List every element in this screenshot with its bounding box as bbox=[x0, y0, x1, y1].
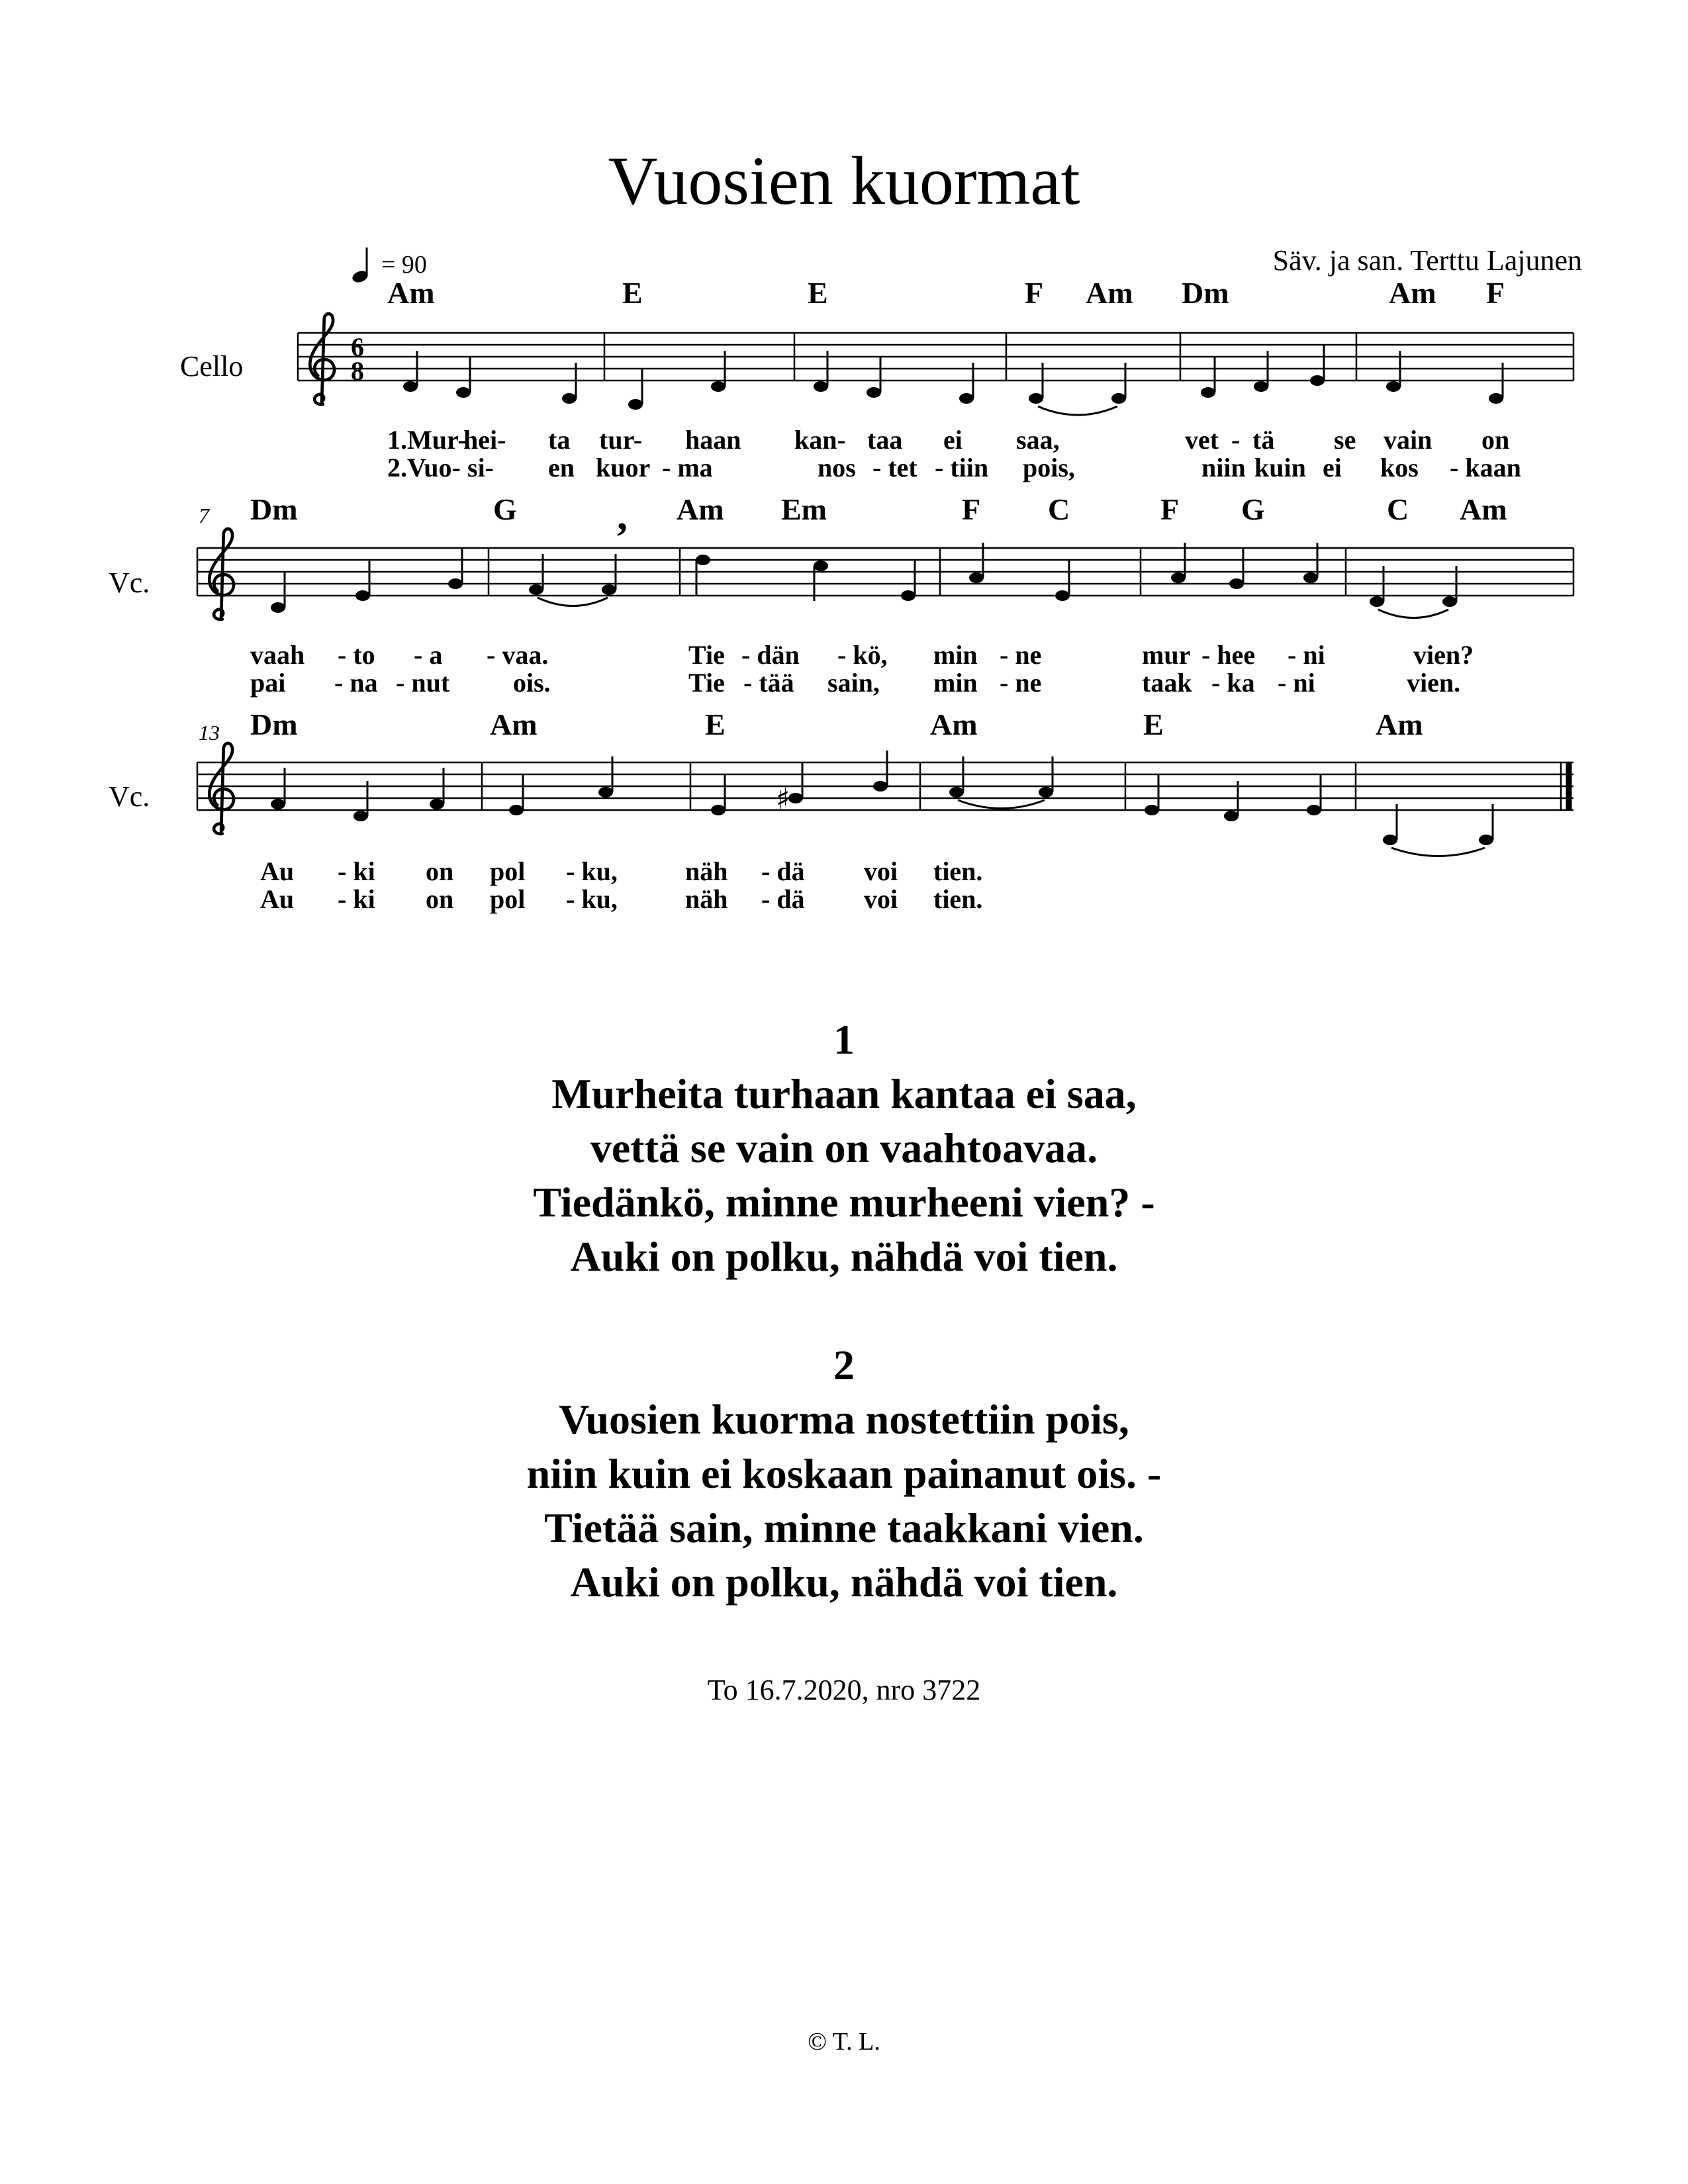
lyric-syllable: ei bbox=[943, 425, 962, 455]
lyric-syllable: vet bbox=[1185, 425, 1219, 455]
breath-mark: , bbox=[617, 492, 628, 539]
lyrics-system-2 bbox=[250, 640, 1474, 698]
lyric-syllable: - ne bbox=[1000, 640, 1042, 670]
stanza-1 bbox=[0, 1013, 1688, 1284]
lyric-syllable: 1.Mur- bbox=[387, 425, 467, 455]
lyric-syllable: vien. bbox=[1407, 668, 1461, 698]
lyric-syllable: - ni bbox=[1288, 640, 1325, 670]
lyric-syllable: - tiin bbox=[935, 453, 989, 482]
lyric-syllable: pois, bbox=[1023, 453, 1075, 482]
chord-symbol: Am bbox=[490, 707, 538, 741]
lyric-syllable: - tää bbox=[743, 668, 794, 698]
lyric-syllable: - ne bbox=[1000, 668, 1042, 698]
composer-credit: Säv. ja san. Terttu Lajunen bbox=[1272, 244, 1582, 277]
lyric-syllable: min bbox=[933, 640, 978, 670]
lyric-syllable: - dä bbox=[761, 884, 805, 914]
lyric-syllable: en bbox=[548, 453, 575, 482]
stanza-line: Auki on polku, nähdä voi tien. bbox=[570, 1559, 1118, 1606]
lyric-syllable: nos bbox=[818, 453, 856, 482]
time-sig-top: 6 bbox=[351, 332, 364, 362]
lyric-syllable: taa bbox=[867, 425, 903, 455]
chord-symbol: Am bbox=[1389, 276, 1436, 310]
lyric-syllable: kuor bbox=[596, 453, 651, 482]
chord-symbols-system-3 bbox=[250, 707, 1423, 741]
stanza-number: 2 bbox=[833, 1342, 855, 1388]
chord-symbol: C bbox=[1387, 492, 1409, 526]
chord-symbol: E bbox=[808, 276, 828, 310]
lyric-syllable: Au bbox=[260, 884, 295, 914]
sharp-icon: ♯ bbox=[776, 782, 790, 816]
lyric-syllable: - to bbox=[338, 640, 375, 670]
chord-symbol: G bbox=[1241, 492, 1265, 526]
staff-system-1 bbox=[298, 314, 1573, 415]
chord-symbol: Dm bbox=[250, 492, 298, 526]
lyric-syllable: - ki bbox=[338, 856, 375, 886]
stanza-number: 1 bbox=[833, 1016, 855, 1063]
lyric-syllable: pai bbox=[250, 668, 286, 698]
lyric-syllable: pol bbox=[490, 884, 526, 914]
lyric-syllable: Tie bbox=[688, 668, 725, 698]
lyric-syllable: - na bbox=[334, 668, 378, 698]
lyric-syllable: - ku, bbox=[566, 884, 618, 914]
lyric-syllable: - nut bbox=[396, 668, 450, 698]
lyrics-stanzas bbox=[0, 1013, 1688, 1664]
chord-symbol: Am bbox=[677, 492, 724, 526]
lyric-syllable: - ka bbox=[1211, 668, 1255, 698]
lyric-syllable: - a bbox=[414, 640, 443, 670]
chord-symbol: Am bbox=[1460, 492, 1507, 526]
lyric-syllable: mur bbox=[1142, 640, 1191, 670]
notes-system-1 bbox=[403, 344, 1503, 410]
lyric-syllable: voi bbox=[864, 856, 898, 886]
lyric-syllable: pol bbox=[490, 856, 526, 886]
instrument-abbrev-system-3: Vc. bbox=[109, 780, 150, 813]
measure-number: 13 bbox=[199, 721, 220, 745]
chord-symbol: Am bbox=[930, 707, 978, 741]
chord-symbol: F bbox=[1486, 276, 1505, 310]
chord-symbols-system-1 bbox=[387, 276, 1505, 310]
treble-clef-icon bbox=[209, 743, 234, 834]
chord-symbol: Am bbox=[1086, 276, 1133, 310]
lyric-syllable: ta bbox=[548, 425, 571, 455]
lyric-syllable: tur- bbox=[599, 425, 643, 455]
copyright-notice: © T. L. bbox=[808, 2028, 880, 2056]
lyric-syllable: - dän bbox=[741, 640, 800, 670]
measure-number: 7 bbox=[199, 504, 209, 527]
lyric-syllable: vien? bbox=[1413, 640, 1474, 670]
lyric-syllable: ois. bbox=[513, 668, 551, 698]
lyric-syllable: sain, bbox=[827, 668, 880, 698]
lyric-syllable: se bbox=[1334, 425, 1356, 455]
lyric-syllable: taak bbox=[1142, 668, 1192, 698]
lyric-syllable: näh bbox=[685, 856, 728, 886]
lyric-syllable: ei bbox=[1323, 453, 1342, 482]
treble-clef-icon bbox=[209, 529, 234, 619]
instrument-name: Cello bbox=[180, 350, 244, 383]
lyric-syllable: tien. bbox=[933, 884, 983, 914]
lyric-syllable: - bbox=[1231, 425, 1241, 455]
stanza-line: Tietää sain, minne taakkani vien. bbox=[544, 1504, 1144, 1551]
lyric-syllable: Au bbox=[260, 856, 295, 886]
chord-symbol: Dm bbox=[1182, 276, 1229, 310]
lyric-syllable: - ku, bbox=[566, 856, 618, 886]
sheet-music bbox=[0, 0, 1688, 960]
staff-system-3 bbox=[197, 743, 1573, 856]
stanza-line: Vuosien kuorma nostettiin pois, bbox=[559, 1396, 1129, 1443]
lyric-syllable: on bbox=[426, 856, 454, 886]
stanza-line: Tiedänkö, minne murheeni vien? - bbox=[533, 1179, 1155, 1226]
chord-symbol: G bbox=[493, 492, 517, 526]
lyric-syllable: kan- bbox=[794, 425, 846, 455]
stanza-line: Murheita turhaan kantaa ei saa, bbox=[551, 1070, 1137, 1117]
lyric-syllable: niin bbox=[1201, 453, 1246, 482]
chord-symbol: C bbox=[1048, 492, 1070, 526]
tempo-value: = 90 bbox=[381, 251, 427, 279]
lyric-syllable: saa, bbox=[1016, 425, 1060, 455]
chord-symbol: E bbox=[622, 276, 643, 310]
chord-symbol: F bbox=[962, 492, 981, 526]
chord-symbol: E bbox=[1143, 707, 1164, 741]
lyric-syllable: vaah bbox=[250, 640, 305, 670]
lyric-syllable: tä bbox=[1252, 425, 1275, 455]
staff-system-2 bbox=[197, 529, 1573, 619]
lyric-syllable: Tie bbox=[688, 640, 725, 670]
treble-clef-icon bbox=[310, 314, 334, 404]
lyric-syllable: si- bbox=[467, 453, 494, 482]
lyric-syllable: - kö, bbox=[837, 640, 888, 670]
chord-symbols-system-2 bbox=[250, 492, 1507, 526]
lyric-syllable: vain bbox=[1383, 425, 1432, 455]
lyric-syllable: haan bbox=[685, 425, 741, 455]
stanza-line: vettä se vain on vaahtoavaa. bbox=[590, 1124, 1098, 1171]
time-sig-bottom: 8 bbox=[351, 356, 364, 386]
lyrics-system-3 bbox=[260, 856, 982, 914]
lyric-syllable: - vaa. bbox=[487, 640, 549, 670]
chord-symbol: F bbox=[1025, 276, 1044, 310]
lyric-syllable: voi bbox=[864, 884, 898, 914]
lyric-syllable: hei- bbox=[463, 425, 506, 455]
lyric-syllable: - ni bbox=[1278, 668, 1315, 698]
stanza-line: Auki on polku, nähdä voi tien. bbox=[570, 1233, 1118, 1280]
lyric-syllable: kos bbox=[1380, 453, 1419, 482]
chord-symbol: F bbox=[1160, 492, 1180, 526]
lyric-syllable: - dä bbox=[761, 856, 805, 886]
lyric-syllable: kuin bbox=[1254, 453, 1306, 482]
lyric-syllable: on bbox=[1481, 425, 1510, 455]
lyric-syllable: - kaan bbox=[1450, 453, 1521, 482]
lyric-syllable: - ki bbox=[338, 884, 375, 914]
lyric-syllable: on bbox=[426, 884, 454, 914]
stanza-line: niin kuin ei koskaan painanut ois. - bbox=[526, 1450, 1162, 1497]
lyric-syllable: - ma bbox=[662, 453, 713, 482]
lyric-syllable: - tet bbox=[872, 453, 917, 482]
notes-system-2 bbox=[271, 543, 1457, 613]
lyric-syllable: min bbox=[933, 668, 978, 698]
lyric-syllable: - hee bbox=[1201, 640, 1256, 670]
lyric-syllable: 2.Vuo- bbox=[387, 453, 461, 482]
date-line: To 16.7.2020, nro 3722 bbox=[707, 1674, 981, 1706]
instrument-abbrev-system-2: Vc. bbox=[109, 567, 150, 599]
chord-symbol: Am bbox=[387, 276, 435, 310]
lyric-syllable: tien. bbox=[933, 856, 983, 886]
lyrics-system-1 bbox=[387, 425, 1521, 482]
stanza-2 bbox=[0, 1338, 1688, 1610]
chord-symbol: E bbox=[705, 707, 726, 741]
chord-symbol: Dm bbox=[250, 707, 298, 741]
chord-symbol: Em bbox=[781, 492, 827, 526]
chord-symbol: Am bbox=[1376, 707, 1423, 741]
song-title: Vuosien kuormat bbox=[608, 143, 1080, 219]
lyric-syllable: näh bbox=[685, 884, 728, 914]
